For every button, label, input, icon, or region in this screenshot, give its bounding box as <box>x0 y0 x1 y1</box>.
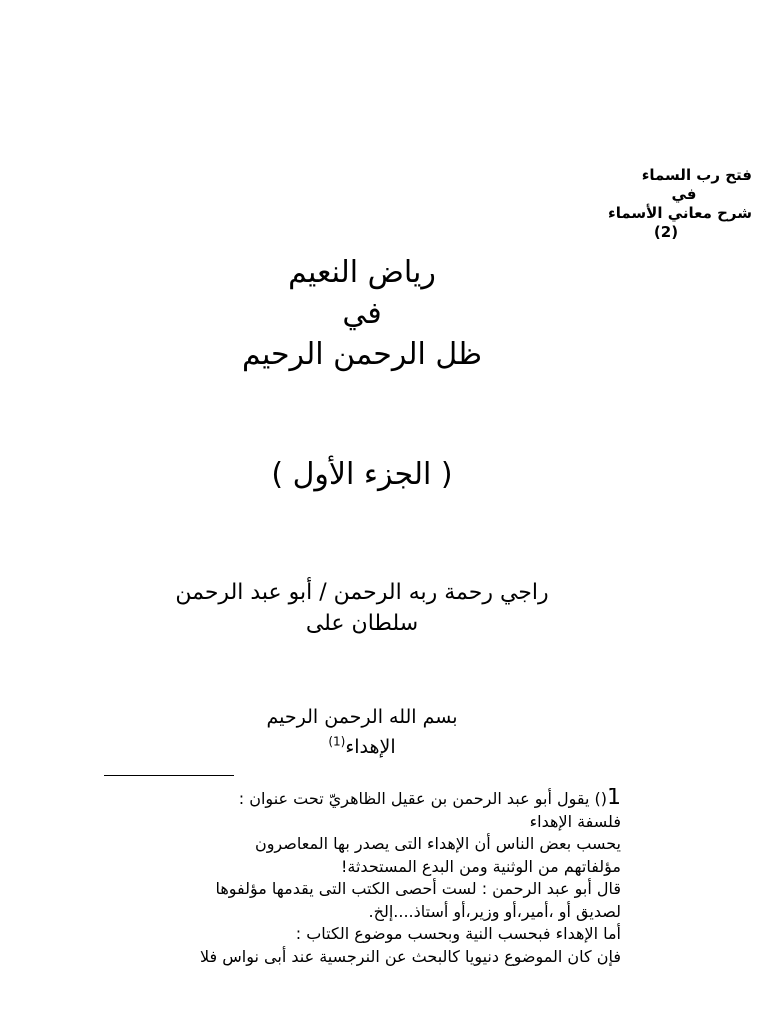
author-block <box>0 577 724 639</box>
dedication-heading <box>0 732 724 762</box>
footnote-line: قال أبو عبد الرحمن : لست أحصى الكتب التى يقدمها مؤلفوها <box>215 879 621 898</box>
footnote-line <box>100 788 621 811</box>
footnote-section <box>100 788 621 968</box>
book-title-line1: رياض النعيم <box>288 255 436 290</box>
basmala: بسم الله الرحمن الرحيم <box>266 706 458 728</box>
footnote-separator <box>104 775 234 776</box>
footnote-line: فإن كان الموضوع دنيويا كالبحث عن النرجسية عند أبى نواس فلا <box>199 946 621 966</box>
book-title <box>0 252 724 375</box>
footnote-marker: () <box>594 789 607 808</box>
footnote-line: فلسفة الإهداء <box>529 811 621 831</box>
footnote-reference[interactable]: (1) <box>328 734 346 749</box>
series-title-line3: شرح معاني الأسماء <box>608 204 752 222</box>
series-volume-number: (2) <box>653 223 679 241</box>
footnote-line: مؤلفاتهم من الوثنية ومن البدع المستحدثة! <box>340 856 621 876</box>
footnote-line: أما الإهداء فبحسب النية وبحسب موضوع الكتاب : <box>295 924 621 943</box>
author-line2: سلطان على <box>305 611 419 636</box>
author-line1: راجي رحمة ربه الرحمن / أبو عبد الرحمن <box>175 580 549 605</box>
series-header <box>552 166 752 242</box>
series-title-line2: في <box>671 185 697 203</box>
book-title-line2: في <box>342 296 382 331</box>
footnote-line: يحسب بعض الناس أن الإهداء التى يصدر بها المعاصرون <box>254 834 621 853</box>
basmala-block <box>0 702 724 762</box>
footnote-line: لصديق أو ،أمير،أو وزير،أو أستاذ....إلخ. <box>368 901 621 921</box>
series-title-line1: فتح رب السماء <box>641 166 752 184</box>
volume-label: ( الجزء الأول ) <box>271 457 453 492</box>
footnote-number: 1 <box>607 788 621 810</box>
dedication-heading-text: الإهداء <box>345 736 396 758</box>
book-title-line3: ظل الرحمن الرحيم <box>241 337 482 372</box>
footnote-text: يقول أبو عبد الرحمن بن عقيل الظاهريّ تحت عنوان : <box>238 789 590 808</box>
